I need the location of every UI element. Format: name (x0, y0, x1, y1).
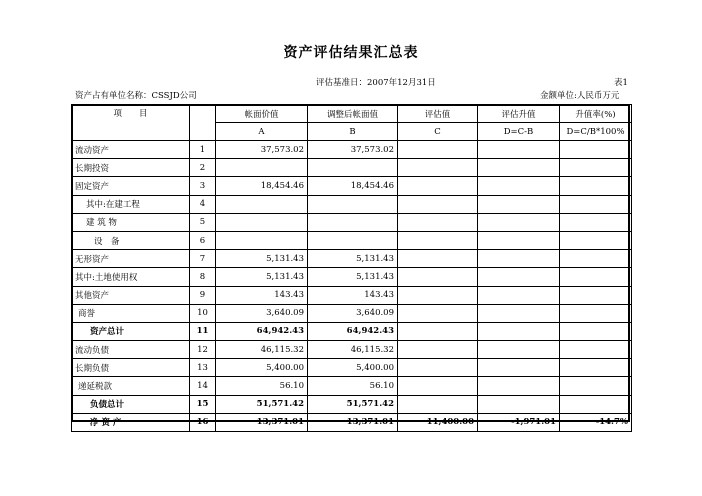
row-appraised-value (398, 195, 478, 213)
row-number: 2 (190, 159, 216, 177)
table-row (72, 341, 632, 359)
header-item: 项 目 (72, 105, 190, 141)
row-adjusted-value: 5,400.00 (308, 359, 398, 377)
row-appraised-value (398, 377, 478, 395)
table-row (72, 159, 632, 177)
code-c: C (398, 123, 478, 141)
row-increase (478, 268, 560, 286)
row-book-value: 18,454.46 (216, 177, 308, 195)
row-name: 其他资产 (72, 286, 190, 304)
row-increase (478, 377, 560, 395)
row-increase (478, 250, 560, 268)
row-increase (478, 195, 560, 213)
row-increase-rate (560, 304, 632, 322)
row-number: 10 (190, 304, 216, 322)
row-book-value: 46,115.32 (216, 341, 308, 359)
row-number: 12 (190, 341, 216, 359)
row-name: 流动负债 (72, 341, 190, 359)
code-a: A (216, 123, 308, 141)
row-appraised-value (398, 159, 478, 177)
row-name: 固定资产 (72, 177, 190, 195)
row-increase (478, 341, 560, 359)
row-adjusted-value: 64,942.43 (308, 322, 398, 340)
row-increase-rate (560, 268, 632, 286)
row-adjusted-value (308, 231, 398, 249)
row-increase-rate (560, 141, 632, 159)
row-increase-rate (560, 359, 632, 377)
row-appraised-value: 11,400.00 (398, 413, 478, 431)
row-book-value (216, 213, 308, 231)
row-name: 其中:土地使用权 (72, 268, 190, 286)
row-appraised-value (398, 213, 478, 231)
row-appraised-value (398, 231, 478, 249)
row-name: 其中:在建工程 (72, 195, 190, 213)
table-row (72, 377, 632, 395)
row-name: 无形资产 (72, 250, 190, 268)
row-adjusted-value: 51,571.42 (308, 395, 398, 413)
row-adjusted-value: 5,131.43 (308, 250, 398, 268)
row-book-value: 64,942.43 (216, 322, 308, 340)
header-adjusted-value: 调整后帐面值 (308, 105, 398, 123)
row-adjusted-value: 5,131.43 (308, 268, 398, 286)
row-book-value (216, 195, 308, 213)
row-book-value: 5,400.00 (216, 359, 308, 377)
unit-holder-name: 资产占有单位名称：CSSJD公司 (75, 91, 197, 101)
row-adjusted-value: 37,573.02 (308, 141, 398, 159)
row-number: 8 (190, 268, 216, 286)
table-row (72, 304, 632, 322)
header-row (72, 105, 632, 123)
row-number: 9 (190, 286, 216, 304)
row-name: 流动资产 (72, 141, 190, 159)
header-increase: 评估升值 (478, 105, 560, 123)
row-book-value: 143.43 (216, 286, 308, 304)
table-row (72, 195, 632, 213)
row-name: 长期负债 (72, 359, 190, 377)
row-increase-rate (560, 177, 632, 195)
summary-table (71, 104, 632, 432)
row-book-value: 51,571.42 (216, 395, 308, 413)
row-adjusted-value: 143.43 (308, 286, 398, 304)
row-increase (478, 286, 560, 304)
code-b: B (308, 123, 398, 141)
row-increase-rate (560, 341, 632, 359)
row-increase-rate (560, 159, 632, 177)
page-title: 资产评估结果汇总表 (283, 45, 419, 61)
row-increase (478, 304, 560, 322)
row-book-value: 5,131.43 (216, 268, 308, 286)
row-increase-rate (560, 377, 632, 395)
row-number: 16 (190, 413, 216, 431)
table-row (72, 395, 632, 413)
row-book-value: 37,573.02 (216, 141, 308, 159)
row-book-value (216, 231, 308, 249)
row-number: 11 (190, 322, 216, 340)
row-increase (478, 359, 560, 377)
row-number: 4 (190, 195, 216, 213)
row-adjusted-value: 3,640.09 (308, 304, 398, 322)
row-name: 资产总计 (72, 322, 190, 340)
row-increase-rate (560, 322, 632, 340)
row-increase (478, 322, 560, 340)
row-adjusted-value: 18,454.46 (308, 177, 398, 195)
row-number: 13 (190, 359, 216, 377)
row-increase-rate (560, 213, 632, 231)
row-name: 建 筑 物 (72, 213, 190, 231)
row-name: 递延税款 (72, 377, 190, 395)
row-increase (478, 395, 560, 413)
row-increase: -1,971.01 (478, 413, 560, 431)
row-increase-rate (560, 395, 632, 413)
row-book-value (216, 159, 308, 177)
row-increase (478, 177, 560, 195)
row-appraised-value (398, 395, 478, 413)
row-name: 负债总计 (72, 395, 190, 413)
row-book-value: 56.10 (216, 377, 308, 395)
row-number: 3 (190, 177, 216, 195)
row-number: 1 (190, 141, 216, 159)
table-row (72, 359, 632, 377)
row-adjusted-value: 56.10 (308, 377, 398, 395)
row-adjusted-value (308, 213, 398, 231)
row-appraised-value (398, 341, 478, 359)
row-appraised-value (398, 359, 478, 377)
header-increase-rate: 升值率(%) (560, 105, 632, 123)
table-row (72, 231, 632, 249)
row-name: 长期投资 (72, 159, 190, 177)
row-appraised-value (398, 304, 478, 322)
header-book-value: 帐面价值 (216, 105, 308, 123)
row-adjusted-value (308, 159, 398, 177)
header-appraised-value: 评估值 (398, 105, 478, 123)
table-row (72, 177, 632, 195)
header-number (190, 105, 216, 141)
row-increase-rate (560, 286, 632, 304)
row-name: 净 资 产 (72, 413, 190, 431)
row-increase (478, 213, 560, 231)
table-row (72, 213, 632, 231)
row-increase (478, 141, 560, 159)
row-book-value: 5,131.43 (216, 250, 308, 268)
table-row (72, 286, 632, 304)
row-number: 15 (190, 395, 216, 413)
amount-unit: 金额单位:人民币万元 (540, 91, 620, 101)
row-appraised-value (398, 268, 478, 286)
row-appraised-value (398, 250, 478, 268)
row-book-value: 13,371.01 (216, 413, 308, 431)
row-increase (478, 231, 560, 249)
code-d: D=C-B (478, 123, 560, 141)
table-row (72, 250, 632, 268)
row-increase-rate (560, 195, 632, 213)
table-number: 表1 (614, 78, 628, 88)
row-number: 7 (190, 250, 216, 268)
row-appraised-value (398, 177, 478, 195)
row-name: 商誉 (72, 304, 190, 322)
table-row (72, 268, 632, 286)
row-increase-rate (560, 250, 632, 268)
row-adjusted-value (308, 195, 398, 213)
code-e: D=C/B*100% (560, 123, 632, 141)
row-appraised-value (398, 286, 478, 304)
row-increase (478, 159, 560, 177)
row-number: 6 (190, 231, 216, 249)
row-appraised-value (398, 141, 478, 159)
row-name: 设 备 (72, 231, 190, 249)
table-row (72, 413, 632, 431)
table-row (72, 322, 632, 340)
table-row (72, 141, 632, 159)
row-adjusted-value: 13,371.01 (308, 413, 398, 431)
row-increase-rate (560, 231, 632, 249)
base-date: 评估基准日：2007年12月31日 (316, 78, 436, 88)
row-number: 14 (190, 377, 216, 395)
row-number: 5 (190, 213, 216, 231)
row-increase-rate: -14.7% (560, 413, 632, 431)
row-appraised-value (398, 322, 478, 340)
row-adjusted-value: 46,115.32 (308, 341, 398, 359)
row-book-value: 3,640.09 (216, 304, 308, 322)
